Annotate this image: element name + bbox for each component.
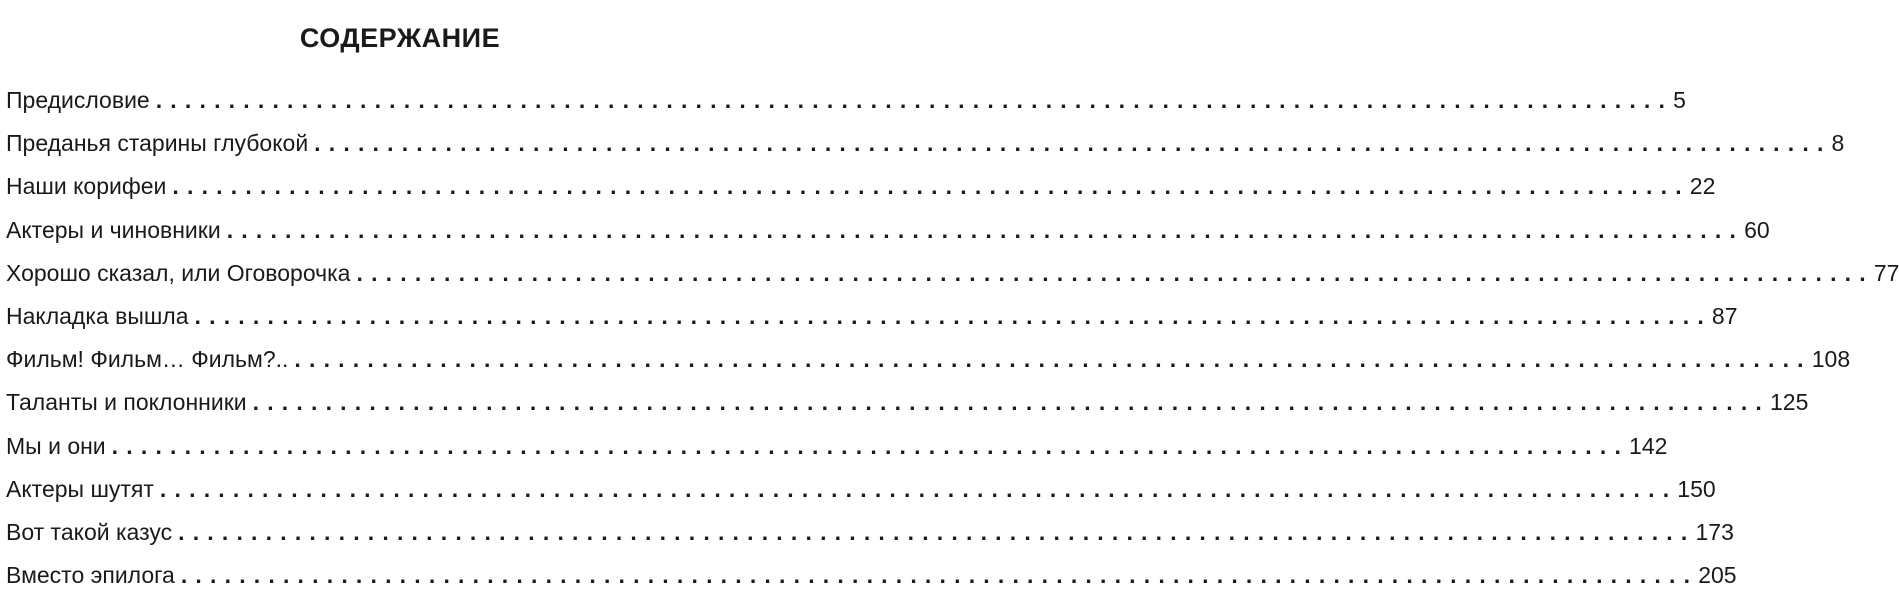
toc-entry-title: Актеры и чиновники (6, 216, 221, 243)
toc-entry-page: 142 (1629, 432, 1668, 459)
toc-entry-page: 60 (1744, 216, 1770, 243)
toc-entry[interactable] (6, 511, 1734, 554)
toc-entry-title: Хорошо сказал, или Оговорочка (6, 259, 351, 286)
toc-entry-page: 125 (1770, 389, 1809, 416)
toc-entry-title: Накладка вышла (6, 302, 189, 329)
toc-list (6, 79, 1899, 597)
toc-entry-page: 77 (1873, 259, 1899, 286)
toc-heading: СОДЕРЖАНИЕ (299, 23, 501, 54)
toc-entry-page: 87 (1711, 302, 1738, 329)
dot-leader: ........................................................................................................ (159, 475, 1678, 502)
dot-leader: ........................................................................................................ (226, 216, 1745, 243)
toc-entry[interactable] (6, 79, 1686, 122)
dot-leader: ........................................................................................................ (111, 432, 1630, 459)
toc-entry[interactable] (6, 165, 1716, 208)
dot-leader: ........................................................................................................ (356, 259, 1874, 286)
toc-entry-title: Наши корифеи (6, 173, 167, 200)
dot-leader: ........................................................................................................ (172, 173, 1690, 200)
toc-entry[interactable] (6, 468, 1716, 511)
toc-entry[interactable] (6, 381, 1809, 424)
dot-leader: ........................................................................................................ (155, 87, 1674, 113)
toc-entry[interactable] (6, 252, 1899, 295)
toc-entry[interactable] (6, 122, 1845, 165)
dot-leader: ........................................................................................................ (194, 302, 1712, 329)
toc-entry-page: 205 (1698, 562, 1737, 589)
toc-entry-title: Вот такой казус (6, 518, 173, 545)
toc-entry[interactable] (6, 554, 1737, 597)
dot-leader: ........................................................................................................ (314, 130, 1832, 157)
toc-entry[interactable] (6, 295, 1738, 338)
toc-entry-title: Преданья старины глубокой (6, 130, 309, 157)
toc-entry-title: Фильм! Фильм… Фильм?.. (6, 346, 289, 373)
toc-entry[interactable] (6, 209, 1770, 252)
toc-entry[interactable] (6, 338, 1851, 381)
toc-entry-page: 5 (1673, 87, 1686, 113)
dot-leader: ........................................................................................................ (180, 562, 1699, 589)
dot-leader: ........................................................................................................ (252, 389, 1770, 416)
toc-entry-title: Мы и они (6, 432, 106, 459)
toc-entry-page: 173 (1695, 518, 1734, 545)
dot-leader: ........................................................................................................ (178, 518, 1696, 545)
toc-entry-page: 8 (1831, 130, 1845, 157)
toc-entry-title: Актеры шутят (6, 475, 154, 502)
toc-entry-title: Таланты и поклонники (6, 389, 247, 416)
toc-entry-title: Предисловие (6, 87, 150, 113)
dot-leader: ........................................................................................................ (294, 346, 1812, 373)
toc-entry-page: 108 (1811, 346, 1851, 373)
toc-entry[interactable] (6, 425, 1668, 468)
toc-entry-page: 22 (1689, 173, 1716, 200)
toc-entry-title: Вместо эпилога (6, 562, 175, 589)
toc-entry-page: 150 (1677, 475, 1716, 502)
